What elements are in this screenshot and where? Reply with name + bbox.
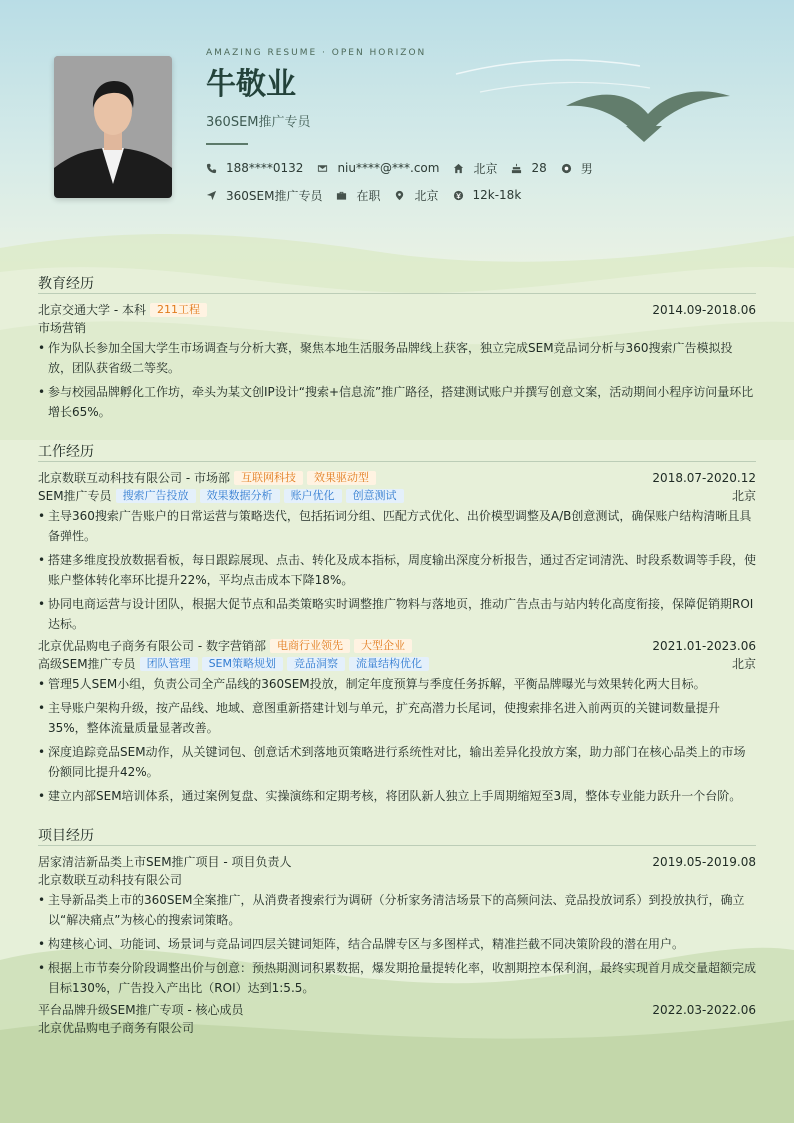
project-org: 北京优品购电子商务有限公司 — [38, 1021, 195, 1035]
project-header — [38, 854, 756, 871]
target-role-item: 360SEM推广专员 — [206, 187, 322, 204]
profile-photo — [54, 56, 172, 198]
section-divider — [38, 461, 756, 462]
age-item: 28 — [511, 161, 546, 175]
company-name: 北京数联互动科技有限公司 - 市场部 — [38, 471, 230, 485]
cake-icon — [511, 163, 522, 174]
education-header — [38, 302, 756, 319]
location-icon — [394, 190, 405, 201]
education-title: 教育经历 — [38, 276, 94, 292]
send-icon — [206, 190, 217, 201]
job-bullet: • 主导账户架构升级，按产品线、地域、意图重新搭建计划与单元，扩充高潜力长尾词，使搜索排名进入前两页的关键词数量提升35%，整体流量质量显著改善。 — [38, 701, 721, 735]
email-icon — [317, 163, 328, 174]
skill-tag: 团队管理 — [140, 657, 198, 671]
phone-item: 188****0132 — [206, 161, 303, 175]
job-city: 北京 — [731, 489, 756, 503]
school-name: 北京交通大学 - 本科 — [38, 303, 146, 317]
education-bullet: • 参与校园品牌孵化工作坊，牵头为某文创IP设计“搜索+信息流”推广路径，搭建测试账户并撰写创意文案，活动期间小程序访问量环比增长65%。 — [38, 385, 754, 419]
money-icon — [453, 190, 464, 201]
home-icon — [453, 163, 464, 174]
candidate-role: 360SEM推广专员 — [206, 115, 311, 130]
job-bullet: • 搭建多维度投放数据看板，每日跟踪展现、点击、转化及成本指标，周度输出深度分析报告，通过否定词清洗、时段系数调等手段，使账户整体转化率环比提升22%，平均点击成本下降18%。 — [38, 553, 757, 587]
status-item: 在职 — [336, 187, 380, 204]
project-date: 2019.05-2019.08 — [652, 855, 756, 869]
skill-tag: SEM策略规划 — [202, 657, 283, 671]
project-bullet: • 主导新品类上市的360SEM全案推广，从消费者搜索行为调研（分析家务清洁场景下的高频问法、竞品投放词系）到投放执行，确立以“解决痛点”为核心的搜索词策略。 — [38, 893, 745, 927]
job-position-row — [38, 488, 756, 505]
phone-icon — [206, 163, 217, 174]
job-position: SEM推广专员 — [38, 489, 112, 503]
candidate-name: 牛敬业 — [206, 67, 296, 102]
job-city: 北京 — [731, 657, 756, 671]
projects-title: 项目经历 — [38, 828, 94, 844]
section-divider — [38, 293, 756, 294]
home-item: 北京 — [453, 160, 497, 177]
company-tag: 效果驱动型 — [307, 471, 376, 485]
school-tag: 211工程 — [150, 303, 207, 317]
briefcase-icon — [336, 190, 347, 201]
company-tag: 互联网科技 — [234, 471, 303, 485]
education-major: 市场营销 — [38, 321, 87, 335]
target-city-item: 北京 — [394, 187, 438, 204]
email-item: niu****@***.com — [317, 161, 439, 175]
job-bullet: • 协同电商运营与设计团队，根据大促节点和品类策略实时调整推广物料与落地页，推动广告点击与站内转化高度衔接，保障促销期ROI达标。 — [38, 597, 754, 631]
job-intent-row — [206, 187, 535, 203]
project-date: 2022.03-2022.06 — [652, 1003, 756, 1017]
company-name: 北京优品购电子商务有限公司 - 数字营销部 — [38, 639, 266, 653]
project-bullet: • 构建核心词、功能词、场景词与竞品词四层关键词矩阵，结合品牌专区与多图样式，精准拦截不同决策阶段的潜在用户。 — [38, 937, 685, 951]
gender-icon — [561, 163, 572, 174]
company-tag: 电商行业领先 — [270, 639, 350, 653]
skill-tag: 流量结构优化 — [349, 657, 429, 671]
header-divider — [206, 143, 248, 145]
skill-tag: 创意测试 — [346, 489, 404, 503]
education-bullet: • 作为队长参加全国大学生市场调查与分析大赛，聚焦本地生活服务品牌线上获客，独立完成SEM竞品词分析与360搜索广告模拟投放，团队获省级二等奖。 — [38, 341, 733, 375]
job-position-row — [38, 656, 756, 673]
project-name: 居家清洁新品类上市SEM推广项目 - 项目负责人 — [38, 855, 292, 869]
education-date: 2014.09-2018.06 — [652, 303, 756, 317]
job-header — [38, 470, 756, 487]
job-position: 高级SEM推广专员 — [38, 657, 136, 671]
salary-item: 12k-18k — [453, 188, 522, 202]
skill-tag: 账户优化 — [284, 489, 342, 503]
job-bullet: • 主导360搜索广告账户的日常运营与策略迭代，包括拓词分组、匹配方式优化、出价模型调整及A/B创意测试，确保账户结构清晰且具备弹性。 — [38, 509, 752, 543]
project-bullet: • 根据上市节奏分阶段调整出价与创意：预热期测词积累数据，爆发期抢量提转化率，收割期控本保利润，最终实现首月成交量超额完成目标130%，广告投入产出比（ROI）达到1:5.5。 — [38, 961, 757, 995]
company-tag: 大型企业 — [354, 639, 412, 653]
job-date: 2018.07-2020.12 — [652, 471, 756, 485]
brand-tagline: AMAZING RESUME · OPEN HORIZON — [206, 48, 427, 58]
skill-tag: 效果数据分析 — [200, 489, 280, 503]
job-header — [38, 638, 756, 655]
job-bullet: • 建立内部SEM培训体系，通过案例复盘、实操演练和定期考核，将团队新人独立上手周期缩短至3周，整体专业能力跃升一个台阶。 — [38, 789, 742, 803]
project-org: 北京数联互动科技有限公司 — [38, 873, 183, 887]
project-header — [38, 1002, 756, 1019]
job-bullet: • 深度追踪竞品SEM动作，从关键词包、创意话术到落地页策略进行系统性对比，输出差异化投放方案，助力部门在核心品类上的市场份额同比提升42%。 — [38, 745, 746, 779]
project-name: 平台品牌升级SEM推广专项 - 核心成员 — [38, 1003, 244, 1017]
gender-item: 男 — [561, 160, 593, 177]
job-bullet: • 管理5人SEM小组，负责公司全产品线的360SEM投放，制定年度预算与季度任务拆解，平衡品牌曝光与效果转化两大目标。 — [38, 677, 706, 691]
contact-row — [206, 160, 607, 176]
skill-tag: 竞品洞察 — [287, 657, 345, 671]
section-divider — [38, 845, 756, 846]
work-title: 工作经历 — [38, 444, 94, 460]
skill-tag: 搜索广告投放 — [116, 489, 196, 503]
job-date: 2021.01-2023.06 — [652, 639, 756, 653]
